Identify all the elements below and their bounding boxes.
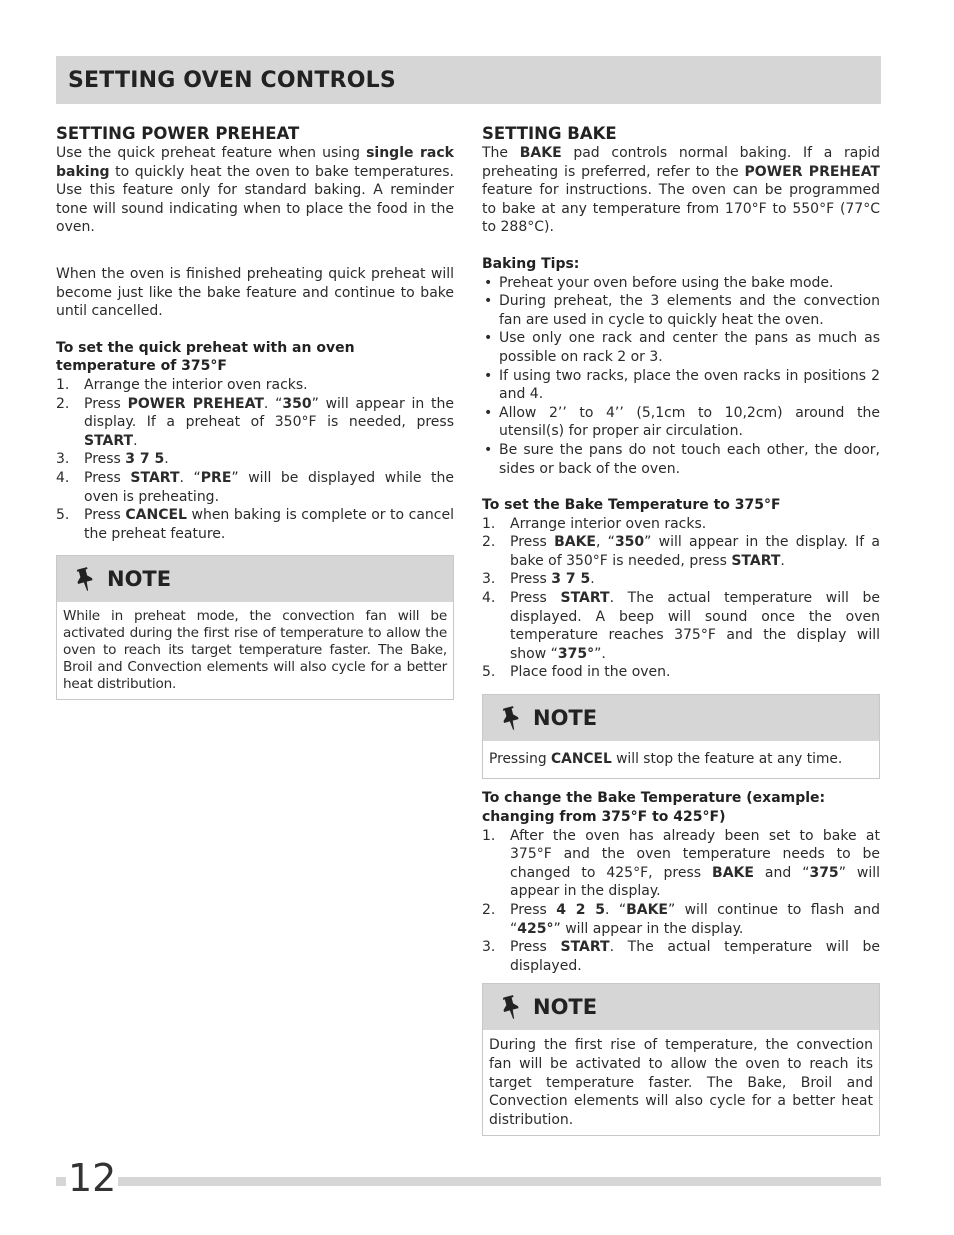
step-number: 2. — [482, 902, 496, 918]
text-run: Press — [84, 469, 131, 486]
list-item — [56, 450, 454, 469]
text-run: . — [780, 552, 785, 569]
section-heading-power-preheat: SETTING POWER PREHEAT — [56, 124, 300, 143]
cancel-note-box — [482, 694, 880, 779]
text-run: feature for instructions. The oven can be programmed to bake at any temperature from 170°F to 550°F (77°C to 288°C). — [482, 182, 880, 236]
bullet-icon: • — [484, 404, 493, 421]
note-text — [483, 741, 879, 778]
step-number: 2. — [482, 534, 496, 551]
pushpin-icon — [499, 994, 523, 1020]
quick-preheat-steps-heading: To set the quick preheat with an oven temperature of 375°F — [56, 339, 355, 375]
change-temp-steps — [482, 827, 880, 976]
note-label: NOTE — [533, 995, 598, 1020]
note-label: NOTE — [107, 566, 172, 591]
text-run: . — [164, 451, 169, 468]
preheat-note-box — [56, 555, 454, 700]
pushpin-icon — [499, 705, 523, 731]
text-run: ” will appear in the display. If a preheat of 350°F is needed, press — [84, 395, 454, 431]
step-number: 5. — [56, 507, 70, 524]
list-item — [56, 506, 454, 543]
page-number: 12 — [68, 1156, 117, 1200]
text-run: . The actual temperature will be displayed. A beep will sound once the oven temperature reaches 375°F and the display will show “ — [510, 590, 881, 662]
note-label: NOTE — [533, 705, 598, 730]
text-run: Press — [510, 590, 561, 607]
note-header — [483, 695, 879, 741]
text-run: . “ — [179, 469, 201, 486]
footer-bar — [56, 1177, 881, 1186]
text-run: ” will be displayed while the oven is preheating. — [84, 469, 455, 505]
bold-text: BAKE — [554, 534, 596, 551]
left-column — [56, 124, 454, 700]
bold-text: BAKE — [712, 864, 754, 881]
list-item — [56, 376, 454, 395]
pushpin-icon — [73, 566, 97, 592]
text-run: . — [590, 571, 595, 588]
step-number: 3. — [482, 571, 496, 588]
tip-text: During preheat, the 3 elements and the convection fan are used in cycle to quickly heat the oven. — [499, 293, 880, 328]
text-run: Press — [510, 534, 555, 551]
text-run: . The actual temperature will be displayed. — [510, 939, 881, 974]
page-title-bar — [56, 56, 881, 104]
text-run: and “ — [753, 864, 810, 881]
page-title: SETTING OVEN CONTROLS — [68, 67, 396, 93]
text-run: to quickly heat the oven to bake temperatures. Use this feature only for standard baking. A reminder tone will sound indicating when to place the food in the oven. — [56, 163, 454, 236]
quick-preheat-steps — [56, 376, 454, 543]
text-run: Arrange interior oven racks. — [510, 515, 707, 532]
tip-text: Preheat your oven before using the bake mode. — [499, 274, 834, 291]
text-run: Press — [510, 939, 561, 956]
list-item — [482, 515, 880, 534]
list-item — [482, 663, 880, 682]
list-item — [482, 938, 880, 975]
bullet-icon: • — [484, 367, 493, 384]
section-heading-setting-bake: SETTING BAKE — [482, 124, 617, 143]
step-number: 4. — [56, 469, 70, 486]
step-number: 2. — [56, 395, 70, 412]
bold-text: 3 7 5 — [125, 451, 165, 468]
text-run: when baking is complete or to cancel the preheat feature. — [84, 507, 454, 542]
tip-text: If using two racks, place the oven racks in positions 2 and 4. — [499, 367, 880, 403]
list-item — [482, 441, 880, 478]
bold-text: 375 — [809, 864, 839, 881]
bold-text: BAKE — [519, 145, 562, 161]
list-item — [482, 367, 880, 404]
bold-text: POWER PREHEAT — [127, 395, 264, 412]
text-run: . “ — [263, 395, 283, 412]
bold-text: START — [560, 590, 610, 607]
note-text — [57, 602, 453, 699]
list-item — [482, 292, 880, 329]
bullet-icon: • — [484, 293, 493, 310]
bold-text: 350 — [282, 395, 312, 412]
bold-text: 350 — [614, 534, 645, 551]
power-preheat-intro — [56, 144, 454, 237]
text-run: ” will appear in the display. If a bake of 350°F is needed, press — [510, 534, 880, 569]
right-column — [482, 124, 880, 1136]
text-run: Press — [510, 902, 557, 918]
bold-text: START — [560, 939, 610, 956]
text-run: Press — [84, 395, 128, 412]
step-number: 1. — [56, 376, 70, 393]
list-item — [56, 395, 454, 451]
text-run: Pressing — [489, 751, 552, 768]
bold-text: CANCEL — [125, 507, 187, 524]
text-run: During the first rise of temperature, the convection fan will be activated to allow the oven to reach its target temperature faster. The Bake, Broil and Convection elements will also cycle for a better heat distribution. — [489, 1037, 873, 1128]
power-preheat-paragraph: When the oven is finished preheating quick preheat will become just like the bake feature and continue to bake until cancelled. — [56, 265, 454, 320]
list-item — [56, 469, 454, 506]
note-header — [483, 984, 879, 1030]
bold-text: single rack baking — [56, 145, 454, 180]
text-run: Press — [84, 507, 126, 524]
text-run: Press — [84, 451, 126, 468]
note-text — [483, 1030, 879, 1135]
convection-note-box — [482, 983, 880, 1136]
step-number: 3. — [56, 451, 70, 468]
bold-text: POWER PREHEAT — [744, 163, 880, 180]
text-run: ” will continue to flash and “ — [510, 902, 880, 937]
bold-text: START — [731, 552, 781, 569]
bold-text: START — [84, 432, 134, 449]
tip-text: Use only one rack and center the pans as much as possible on rack 2 or 3. — [499, 330, 880, 365]
step-number: 1. — [482, 515, 496, 532]
bold-text: 4 2 5 — [556, 902, 606, 918]
baking-tips-list — [482, 274, 880, 479]
text-run: . — [133, 432, 138, 449]
text-run: pad controls normal baking. If a rapid preheating is preferred, refer to the — [482, 145, 880, 180]
bold-text: START — [130, 469, 180, 486]
text-run: Place food in the oven. — [510, 664, 671, 681]
list-item — [482, 901, 880, 938]
step-number: 3. — [482, 939, 496, 956]
text-run: will stop the feature at any time. — [611, 751, 843, 768]
step-number: 1. — [482, 827, 496, 844]
bold-text: 425° — [517, 920, 554, 937]
text-run: While in preheat mode, the convection fan will be activated during the first rise of temperature to allow the oven to reach its target temperature faster. The Bake, Broil and Convection elements will also cycle for a better heat distribution. — [63, 608, 447, 693]
text-run: , “ — [596, 534, 615, 551]
bake-temp-steps-heading: To set the Bake Temperature to 375°F — [482, 497, 781, 514]
list-item — [482, 533, 880, 570]
list-item — [482, 570, 880, 589]
text-run: . “ — [605, 902, 627, 918]
bold-text: 375° — [557, 645, 595, 662]
text-run: The — [482, 145, 520, 161]
step-number: 4. — [482, 590, 496, 607]
text-run: ”. — [594, 645, 606, 662]
bold-text: 3 7 5 — [551, 571, 591, 588]
text-run: ” will appear in the display. — [510, 864, 881, 900]
bullet-icon: • — [484, 330, 493, 347]
text-run: ” will appear in the display. — [553, 920, 744, 937]
baking-tips-heading: Baking Tips: — [482, 255, 580, 272]
list-item — [482, 827, 880, 901]
bullet-icon: • — [484, 441, 493, 458]
text-run: After the oven has already been set to bake at 375°F and the oven temperature needs to be changed to 425°F, press — [510, 827, 880, 881]
bold-text: BAKE — [626, 902, 668, 918]
bake-temp-steps — [482, 515, 880, 682]
step-number: 5. — [482, 664, 496, 681]
tip-text: Allow 2’’ to 4’’ (5,1cm to 10,2cm) around the utensil(s) for proper air circulation. — [499, 404, 880, 440]
tip-text: Be sure the pans do not touch each other, the door, sides or back of the oven. — [499, 441, 880, 477]
note-header — [57, 556, 453, 602]
text-run: Press — [510, 571, 552, 588]
text-run: Use the quick preheat feature when using — [56, 145, 367, 161]
text-run: Arrange the interior oven racks. — [84, 376, 308, 393]
bullet-icon: • — [484, 274, 493, 291]
change-temp-steps-heading: To change the Bake Temperature (example: changing from 375°F to 425°F) — [482, 790, 826, 826]
bold-text: CANCEL — [551, 751, 612, 768]
setting-bake-intro — [482, 144, 880, 237]
bold-text: PRE — [200, 469, 232, 486]
list-item — [482, 329, 880, 366]
list-item — [482, 404, 880, 441]
list-item — [482, 589, 880, 663]
list-item — [482, 274, 880, 293]
